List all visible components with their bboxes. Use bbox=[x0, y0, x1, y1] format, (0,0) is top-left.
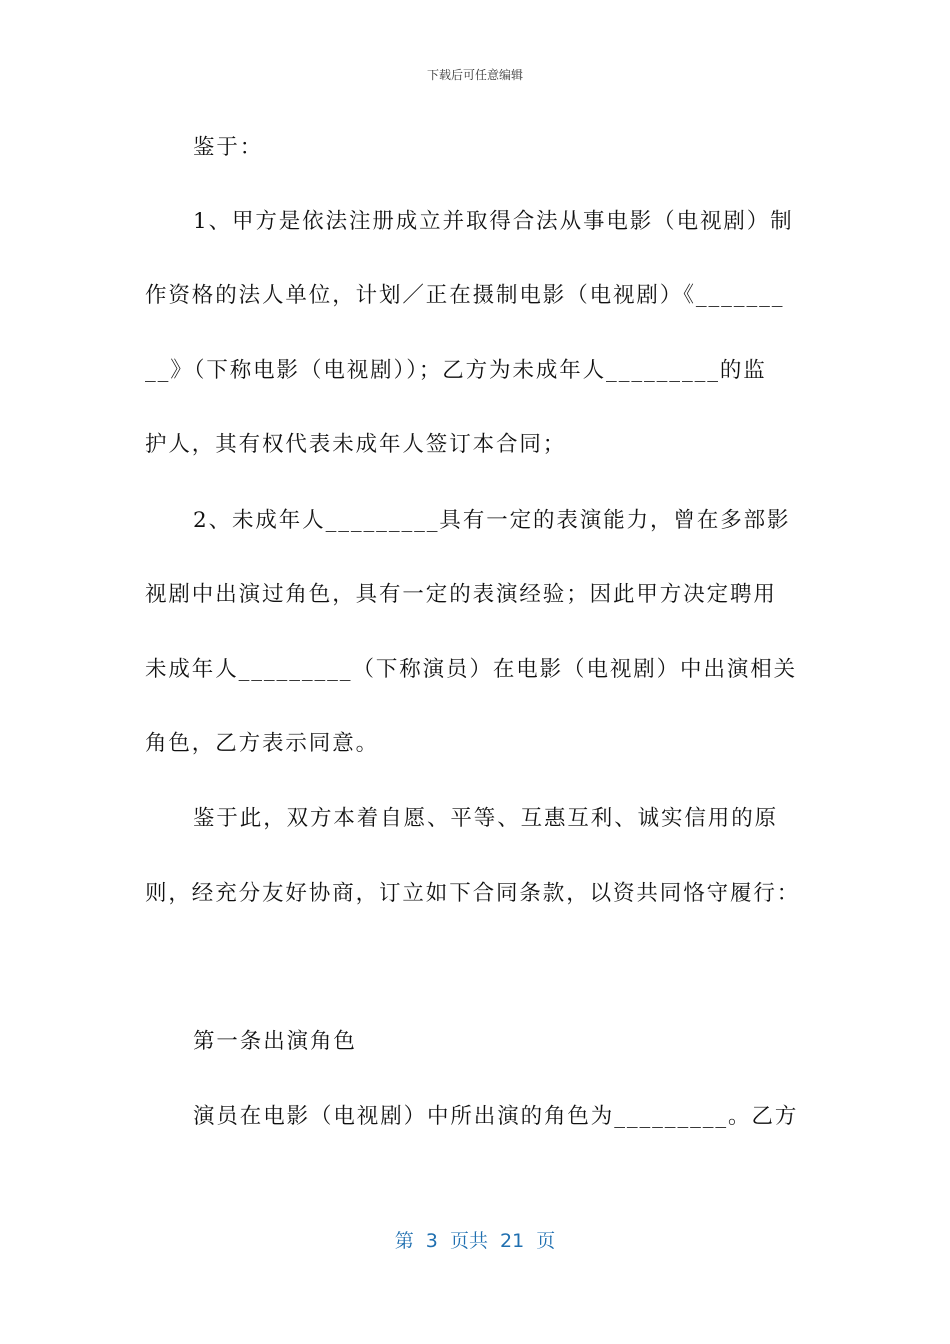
paragraph-line: __》（下称电影（电视剧））；乙方为未成年人_________的监 bbox=[145, 358, 767, 383]
paragraph-line: 作资格的法人单位，计划／正在摄制电影（电视剧）《_______ bbox=[145, 283, 785, 308]
paragraph-line: 演员在电影（电视剧）中所出演的角色为_________。乙方 bbox=[193, 1104, 799, 1129]
article-heading: 第一条出演角色 bbox=[193, 1029, 357, 1054]
paragraph-line: 角色，乙方表示同意。 bbox=[145, 731, 380, 756]
page-number: 第 3 页共 21 页 bbox=[394, 1230, 556, 1252]
paragraph-line: 护人，其有权代表未成年人签订本合同； bbox=[145, 432, 567, 457]
paragraph-line: 1、甲方是依法注册成立并取得合法从事电影（电视剧）制 bbox=[193, 209, 794, 234]
paragraph-line: 鉴于此，双方本着自愿、平等、互惠互利、诚实信用的原 bbox=[193, 806, 779, 831]
paragraph-line: 则，经充分友好协商，订立如下合同条款，以资共同恪守履行： bbox=[145, 881, 801, 906]
paragraph-line: 未成年人_________（下称演员）在电影（电视剧）中出演相关 bbox=[145, 657, 798, 682]
whereas-heading: 鉴于： bbox=[193, 135, 264, 160]
paragraph-line: 2、未成年人_________具有一定的表演能力，曾在多部影 bbox=[193, 508, 791, 533]
download-note: 下载后可任意编辑 bbox=[426, 68, 523, 82]
paragraph-line: 视剧中出演过角色，具有一定的表演经验；因此甲方决定聘用 bbox=[145, 582, 777, 607]
